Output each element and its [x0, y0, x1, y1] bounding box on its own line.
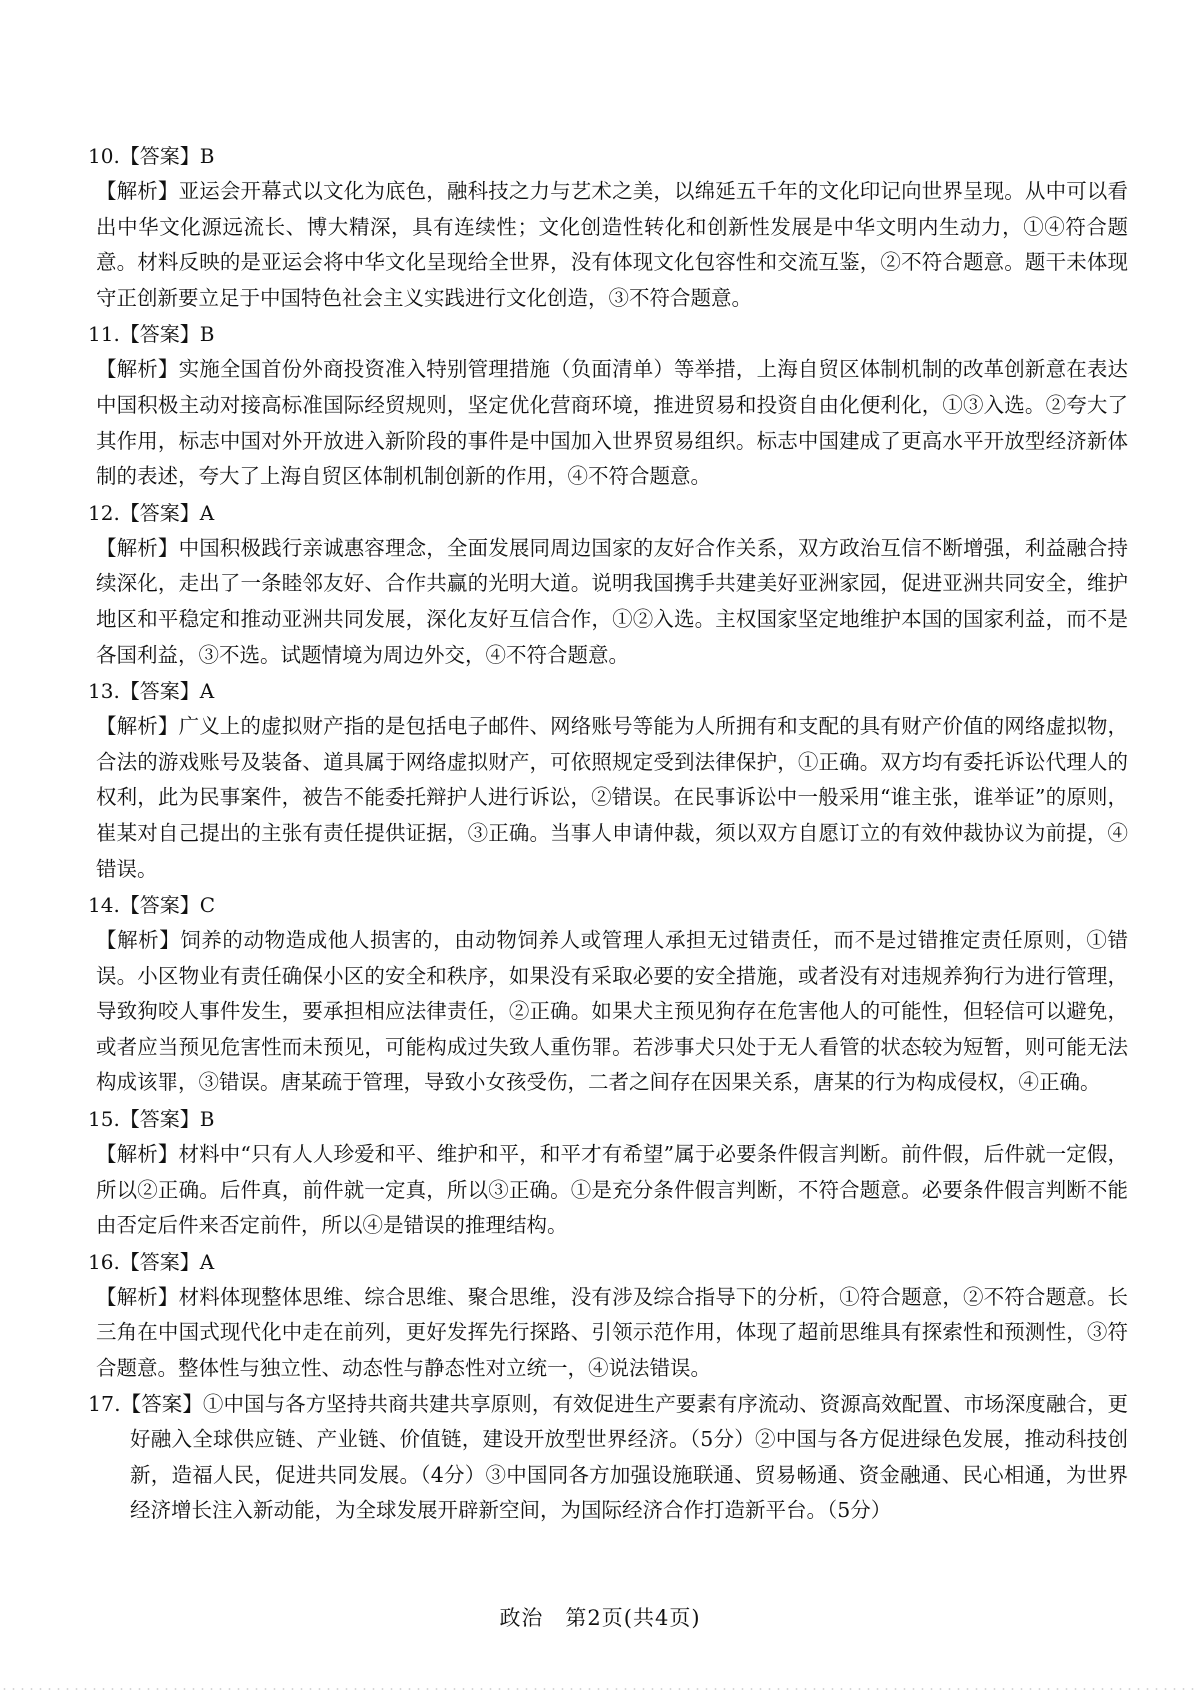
analysis-text: 【解析】材料体现整体思维、综合思维、聚合思维，没有涉及综合指导下的分析，①符合题意，②不符合题意。长三角在中国式现代化中走在前列，更好发挥先行探路、引领示范作用，体现了超前思维具有探索性和预测性，③符合题意。整体性与独立性、动态性与静态性对立统一，④说法错误。: [96, 1284, 1128, 1381]
question-15: [88, 1101, 1128, 1244]
answer-text: 17.【答案】①中国与各方坚持共商共建共享原则，有效促进生产要素有序流动、资源高效配置、市场深度融合，更好融入全球供应链、产业链、价值链，建设开放型世界经济。（5分）②中国与各方促进绿色发展，推动科技创新，造福人民，促进共同发展。（4分）③中国同各方加强设施联通、贸易畅通、资金融通、民心相通，为世界经济增长注入新动能，为全球发展开辟新空间，为国际经济合作打造新平台。（5分）: [88, 1391, 1128, 1523]
analysis-text: 【解析】饲养的动物造成他人损害的，由动物饲养人或管理人承担无过错责任，而不是过错推定责任原则，①错误。小区物业有责任确保小区的安全和秩序，如果没有采取必要的安全措施，或者没有对违规养狗行为进行管理，导致狗咬人事件发生，要承担相应法律责任，②正确。如果犬主预见狗存在危害他人的可能性，但轻信可以避免，或者应当预见危害性而未预见，可能构成过失致人重伤罪。若涉事犬只处于无人看管的状态较为短暂，则可能无法构成该罪，③错误。唐某疏于管理，导致小女孩受伤，二者之间存在因果关系，唐某的行为构成侵权，④正确。: [96, 928, 1128, 1095]
answer-head: 12.【答案】A: [88, 500, 215, 525]
analysis-text: 【解析】广义上的虚拟财产指的是包括电子邮件、网络账号等能为人所拥有和支配的具有财产价值的网络虚拟物，合法的游戏账号及装备、道具属于网络虚拟财产，可依照规定受到法律保护，①正确。双方均有委托诉讼代理人的权利，此为民事案件，被告不能委托辩护人进行诉讼，②错误。在民事诉讼中一般采用“谁主张，谁举证”的原则，崔某对自己提出的主张有责任提供证据，③正确。当事人申请仲裁，须以双方自愿订立的有效仲裁协议为前提，④错误。: [96, 714, 1128, 881]
analysis-text: 【解析】材料中“只有人人珍爱和平、维护和平，和平才有希望”属于必要条件假言判断。前件假，后件就一定假，所以②正确。后件真，前件就一定真，所以③正确。①是充分条件假言判断，不符合题意。必要条件假言判断不能由否定后件来否定前件，所以④是错误的推理结构。: [96, 1142, 1128, 1238]
question-10: [88, 138, 1128, 316]
page-footer: 政治 第2页(共4页): [499, 1606, 701, 1630]
question-14: [88, 887, 1128, 1101]
analysis-text: 【解析】亚运会开幕式以文化为底色，融科技之力与艺术之美，以绵延五千年的文化印记向世界呈现。从中可以看出中华文化源远流长、博大精深，具有连续性；文化创造性转化和创新性发展是中华文明内生动力，①④符合题意。材料反映的是亚运会将中华文化呈现给全世界，没有体现文化包容性和交流互鉴，②不符合题意。题干未体现守正创新要立足于中国特色社会主义实践进行文化创造，③不符合题意。: [96, 179, 1128, 310]
question-12: [88, 495, 1128, 673]
question-16: [88, 1244, 1128, 1387]
answer-head: 16.【答案】A: [88, 1249, 215, 1274]
answer-head: 11.【答案】B: [88, 322, 215, 347]
answer-head: 14.【答案】C: [88, 893, 216, 918]
question-13: [88, 673, 1128, 887]
answer-content: [88, 138, 1128, 1529]
answer-head: 10.【答案】B: [88, 144, 215, 168]
analysis-text: 【解析】中国积极践行亲诚惠容理念，全面发展同周边国家的友好合作关系，双方政治互信不断增强，利益融合持续深化，走出了一条睦邻友好、合作共赢的光明大道。说明我国携手共建美好亚洲家园，促进亚洲共同安全，维护地区和平稳定和推动亚洲共同发展，深化友好互信合作，①②入选。主权国家坚定地维护本国的国家利益，而不是各国利益，③不选。试题情境为周边外交，④不符合题意。: [96, 535, 1128, 667]
question-11: [88, 316, 1128, 494]
answer-head: 15.【答案】B: [88, 1107, 215, 1132]
bottom-dotted-edge: [0, 1688, 1200, 1690]
question-17: [88, 1387, 1128, 1529]
analysis-text: 【解析】实施全国首份外商投资准入特别管理措施（负面清单）等举措，上海自贸区体制机制的改革创新意在表达中国积极主动对接高标准国际经贸规则，坚定优化营商环境，推进贸易和投资自由化便利化，①③入选。②夸大了其作用，标志中国对外开放进入新阶段的事件是中国加入世界贸易组织。标志中国建成了更高水平开放型经济新体制的表述，夸大了上海自贸区体制机制创新的作用，④不符合题意。: [96, 357, 1128, 489]
answer-head: 13.【答案】A: [88, 679, 215, 704]
